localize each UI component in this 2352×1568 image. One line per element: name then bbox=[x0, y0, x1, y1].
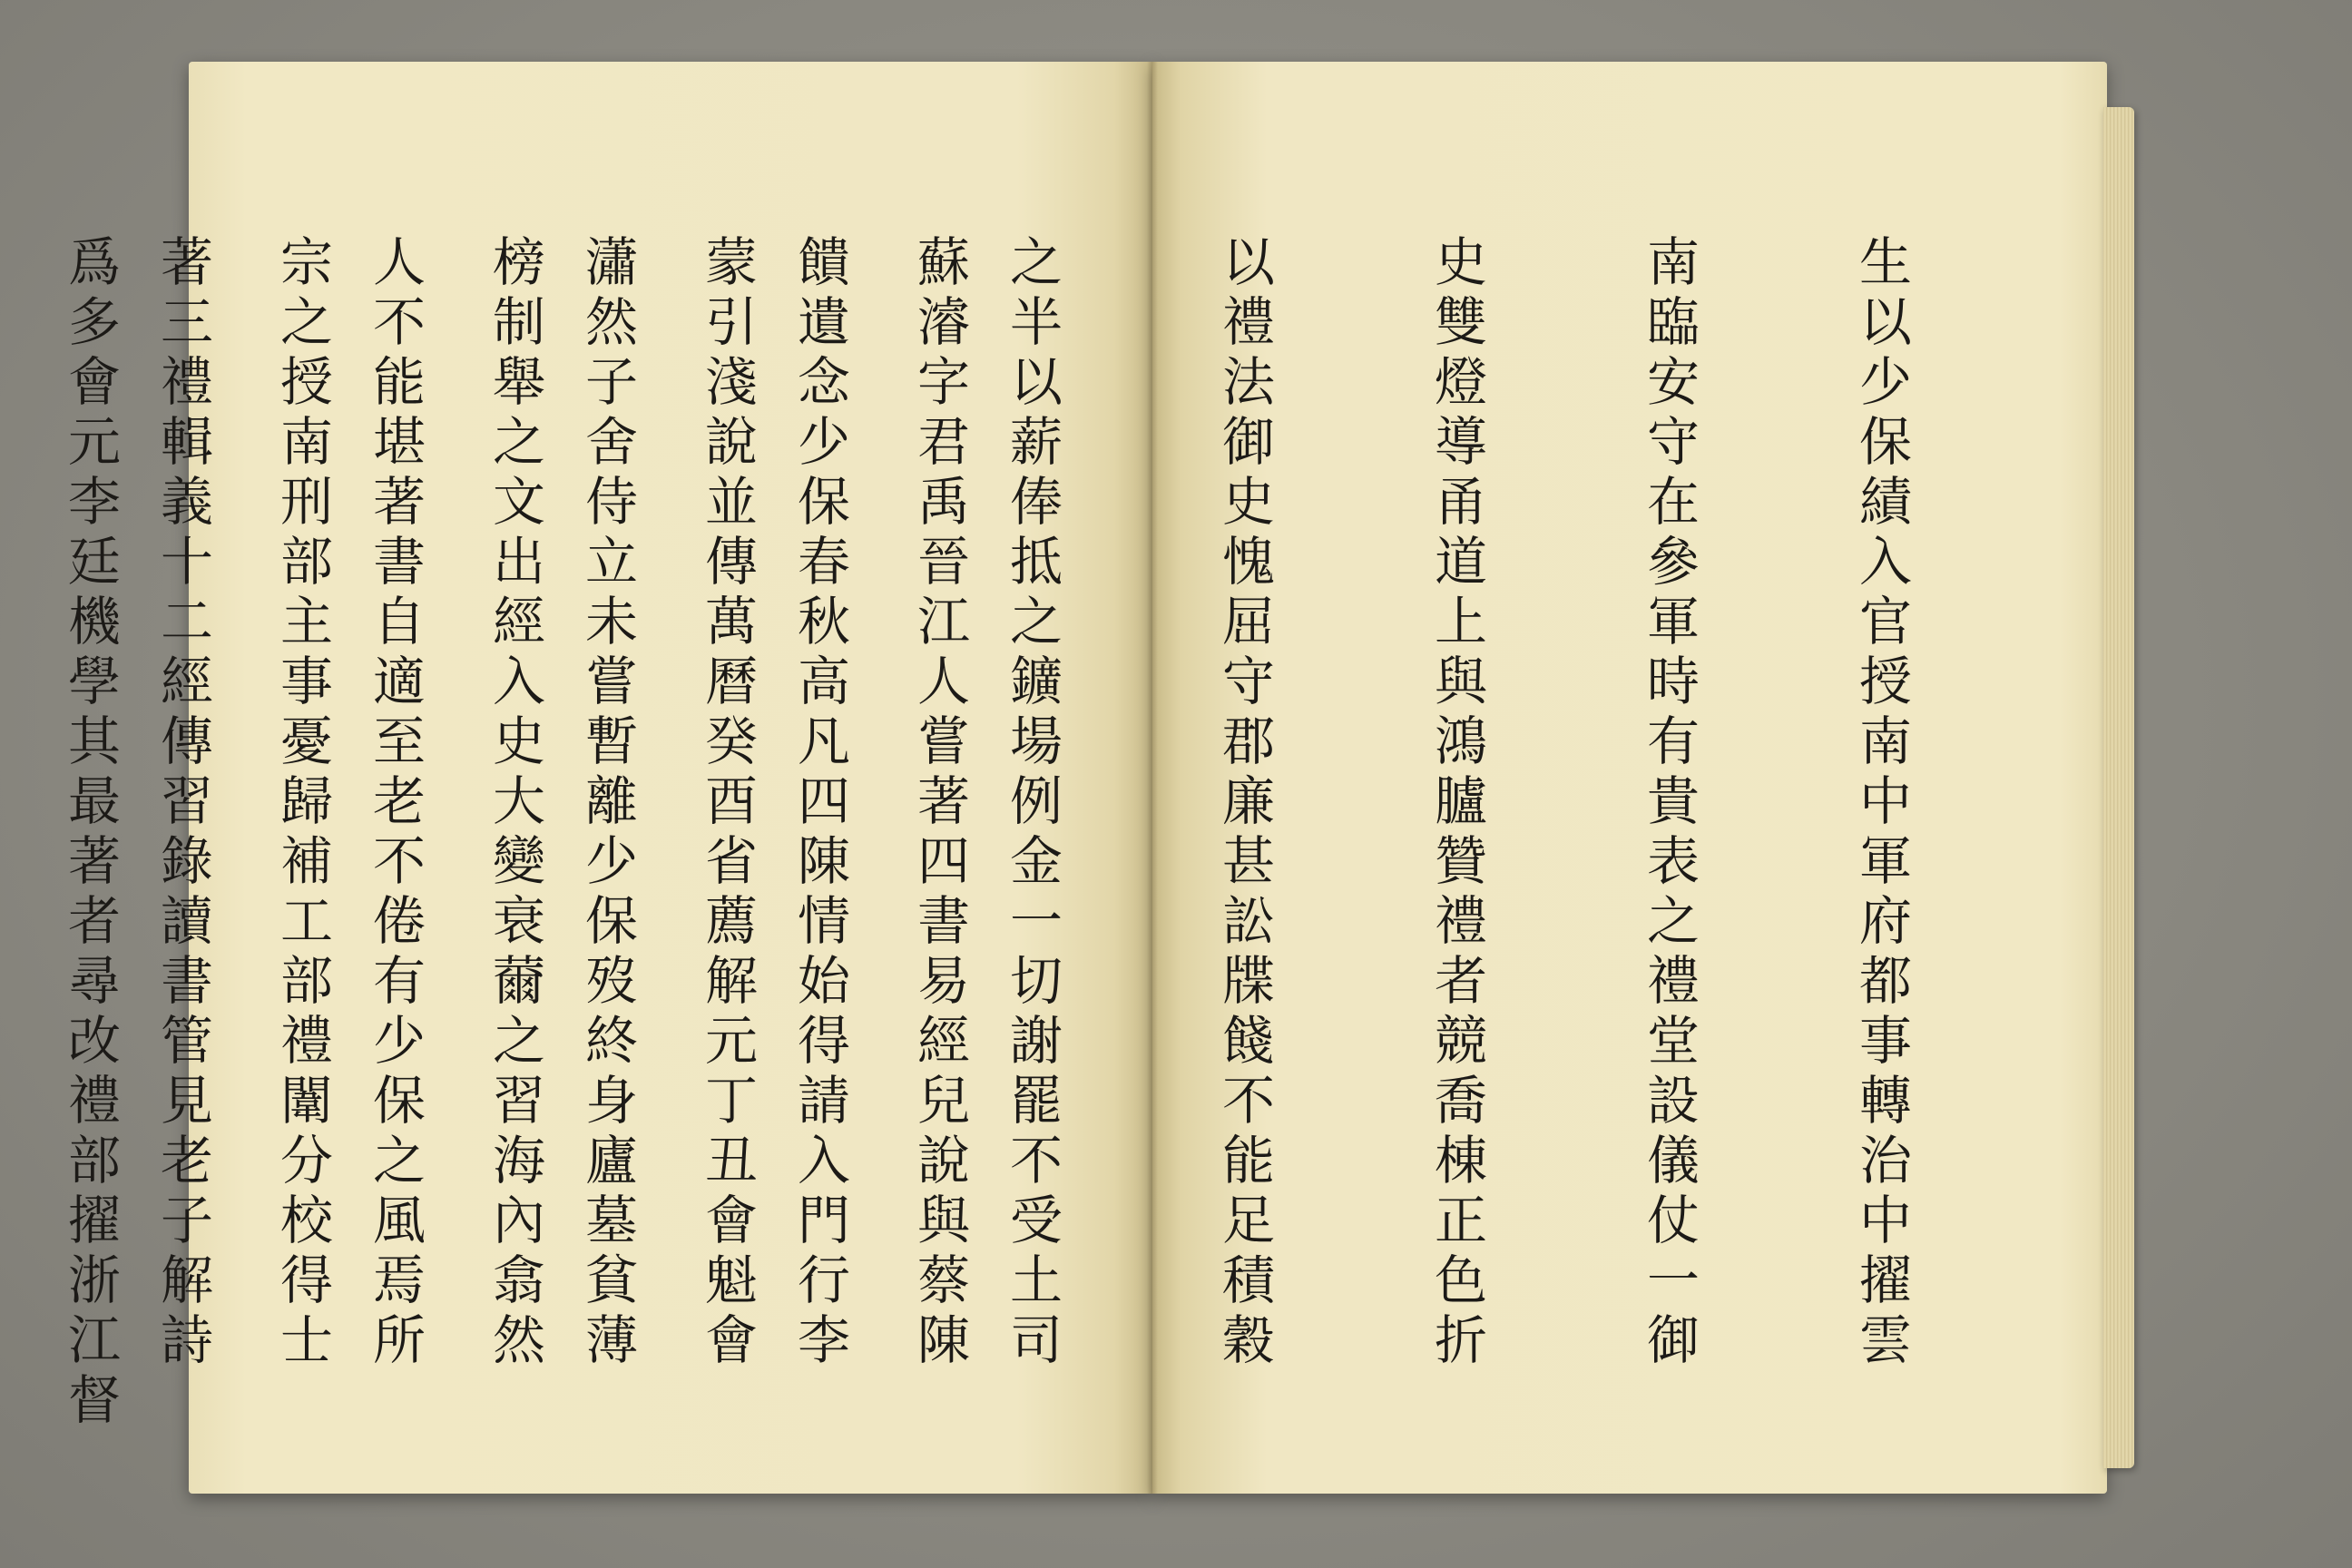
right-column-5: 之半以薪俸抵之鑛場例金一切謝罷不受土司 bbox=[1001, 234, 1063, 1372]
left-column-1: 蘇濬字君禹晉江人嘗著四書易經兒說與蔡陳 bbox=[908, 234, 970, 1372]
page-stack-edge bbox=[2103, 107, 2134, 1468]
left-column-4: 宗之授南刑部主事憂歸補工部禮闈分校得士 bbox=[271, 234, 333, 1372]
right-column-4: 以禮法御史愧屈守郡廉甚訟牒餞不能足積穀 bbox=[1213, 234, 1275, 1372]
right-column-8: 人不能堪著書自適至老不倦有少保之風焉所 bbox=[364, 234, 426, 1372]
open-book bbox=[59, 62, 2131, 1494]
right-column-6: 饋遺念少保春秋高凡四陳情始得請入門行李 bbox=[789, 234, 850, 1372]
left-column-3: 榜制舉之文出經入史大變衰薾之習海內翕然 bbox=[484, 234, 545, 1372]
book-gutter bbox=[1147, 62, 1158, 1494]
right-column-1: 生以少保績入官授南中軍府都事轉治中擢雲 bbox=[1850, 234, 1912, 1372]
right-column-2: 南臨安守在參軍時有貴表之禮堂設儀仗一御 bbox=[1638, 234, 1700, 1372]
left-column-2: 蒙引淺說並傳萬曆癸酉省薦解元丁丑會魁會 bbox=[696, 234, 758, 1372]
right-column-10 bbox=[0, 234, 5, 1432]
left-column-5: 爲多會元李廷機學其最著者尋改禮部擢浙江督 bbox=[59, 234, 121, 1432]
right-column-7: 瀟然子舍侍立未嘗暫離少保歿終身廬墓貧薄 bbox=[576, 234, 638, 1372]
right-column-9: 著三禮輯義十二經傳習錄讀書管見老子解詩 bbox=[152, 234, 213, 1372]
right-column-3: 史雙燈導甬道上與鴻臚贊禮者競喬棟正色折 bbox=[1426, 234, 1487, 1372]
